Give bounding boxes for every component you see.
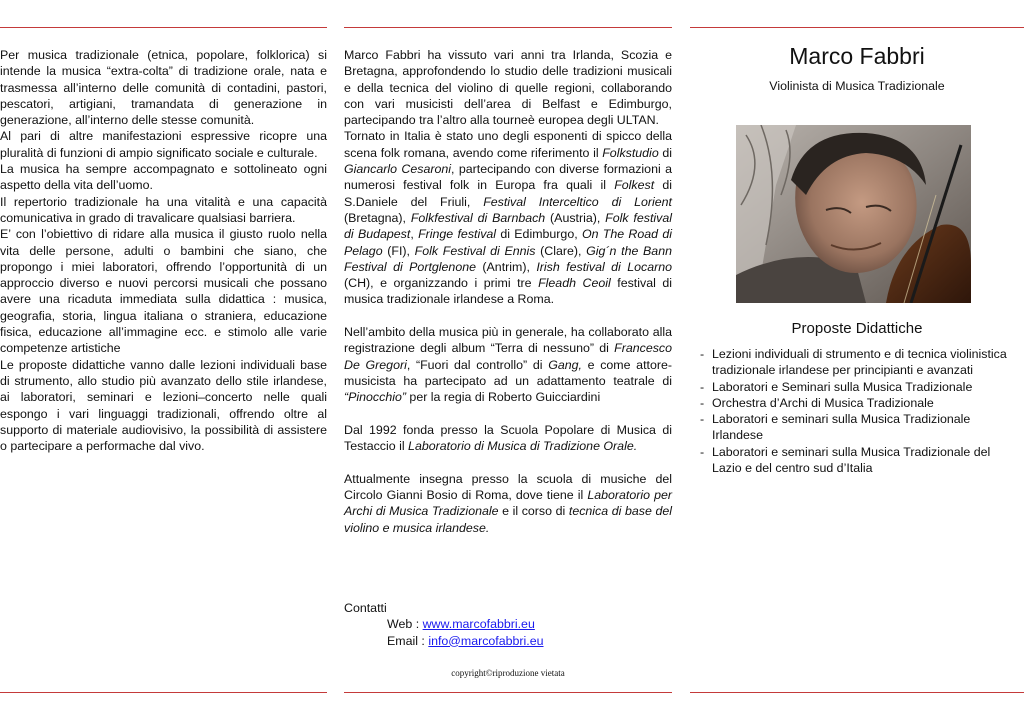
web-link[interactable]: www.marcofabbri.eu [422,617,535,632]
email-link[interactable]: info@marcofabbri.eu [428,633,544,648]
intro-column [0,47,327,454]
performer-name: Marco Fabbri [789,43,925,69]
email-label: Email : [387,633,429,648]
bottom-rule-right [690,692,1024,693]
section-title: Proposte Didattiche [791,320,923,337]
top-rule-middle [344,27,672,28]
email-row [344,633,672,649]
intro-paragraph-1: Per musica tradizionale (etnica, popolare, folklorica) si intende la musica “extra-colta” di tradizione orale, nata e trasmessa all’interno delle comunità di contadini, pastori, pescatori, artigiani, tramandata di generazione in generazione, all’interno delle stesse comunità. [0,48,327,128]
intro-paragraph-6: Le proposte didattiche vanno dalle lezioni individuali base di strumento, allo studio più avanzato dello stile irlandese, ai laboratori, seminari e lezioni–concerto nelle quali espongo i vari linguaggi tradizionali, offrendo oltre al supporto di materiale audiovisivo, la possibilità di assistere o partecipare a performache dal vivo. [0,357,327,454]
list-item: - Laboratori e seminari sulla Musica Tradizionale Irlandese [700,411,1020,444]
courses-list [700,346,1020,476]
web-row [344,616,672,632]
bottom-rule-middle [344,692,672,693]
biography-column [344,47,672,536]
list-item: - Laboratori e seminari sulla Musica Tradizionale del Lazio e del centro sud d’Italia [700,444,1020,477]
bio-paragraph-2: Tornato in Italia è stato uno degli esponenti di spicco della scena folk romana, avendo come riferimento il Folkstudio di Giancarlo Cesaroni, partecipando con diverse formazioni a numerosi festival folk in Europa fra quali il Folkest di S.Daniele del Friuli, Festival Interceltico di Lorient (Bretagna), Folkfestival di Barnbach (Austria), Folk festival di Budapest, Fringe festival di Edimburgo, On The Road di Pelago (FI), Folk Festival di Ennis (Clare), Gig´n the Bann Festival di Portglenone (Antrim), Irish festival di Locarno (CH), e organizzando i primi tre Fleadh Ceoil festival di musica tradizionale irlandese a Roma. [344,129,673,307]
bio-paragraph-5: Attualmente insegna presso la scuola di musiche del Circolo Gianni Bosio di Roma, dove tiene il Laboratorio per Archi di Musica Tradizionale e il corso di tecnica di base del violino e musica irlandese. [344,471,672,535]
performer-subtitle: Violinista di Musica Tradizionale [769,79,945,94]
list-item: - Laboratori e Seminari sulla Musica Tradizionale [700,379,1020,395]
violinist-photo [736,125,971,303]
top-rule-left [0,27,327,28]
bio-paragraph-3: Nell’ambito della musica più in generale, ha collaborato alla registrazione degli album “Terra di nessuno” di Francesco De Gregori, “Fuori dal controllo” di Gang, e come attore-musicista ha partecipato ad un adattamento teatrale di “Pinocchio” per la regia di Roberto Guicciardini [344,325,672,405]
web-label: Web : [387,617,423,632]
contacts-block [344,600,672,649]
top-rule-right [690,27,1024,28]
bottom-rule-left [0,692,327,693]
intro-paragraph-4: Il repertorio tradizionale ha una vitalità e una capacità comunicativa in grado di travalicare qualsiasi barriera. [0,194,327,225]
bio-paragraph-4: Dal 1992 fonda presso la Scuola Popolare di Musica di Testaccio il Laboratorio di Musica di Tradizione Orale. [344,422,672,454]
bio-paragraph-1: Marco Fabbri ha vissuto vari anni tra Irlanda, Scozia e Bretagna, approfondendo lo studio delle tradizioni musicali e della tecnica del violino di quelle regioni, collaborando con vari musicisti dell’area di Belfast e Edimburgo, partecipando tra l’altro alla tourneè europea degli ULTAN. [344,48,672,128]
cover-column [690,43,1024,95]
intro-paragraph-5: E’ con l’obiettivo di ridare alla musica il giusto ruolo nella vita delle persone, adulti o bambini che siano, che propongo i miei laboratori, offrendo l’opportunità di un approccio diverso e nuovi percorsi musicali che possano avere una ricaduta immediata sulla didattica : musica, geografia, storia, lingua italiana o straniera, educazione fisica, educazione all’immagine ecc. e stimolo alle varie competenze artistiche [0,227,327,356]
list-item: - Orchestra d’Archi di Musica Tradizionale [700,395,1020,411]
contacts-title: Contatti [344,601,387,615]
intro-paragraph-3: La musica ha sempre accompagnato e sottolineato ogni aspetto della vita dell’uomo. [0,162,327,193]
list-item: - Lezioni individuali di strumento e di tecnica violinistica tradizionale irlandese per principianti e avanzati [700,346,1020,379]
copyright-note: copyright©riproduzione vietata [451,668,565,678]
intro-paragraph-2: Al pari di altre manifestazioni espressive ricopre una pluralità di funzioni di ampio significato sociale e culturale. [0,129,327,160]
